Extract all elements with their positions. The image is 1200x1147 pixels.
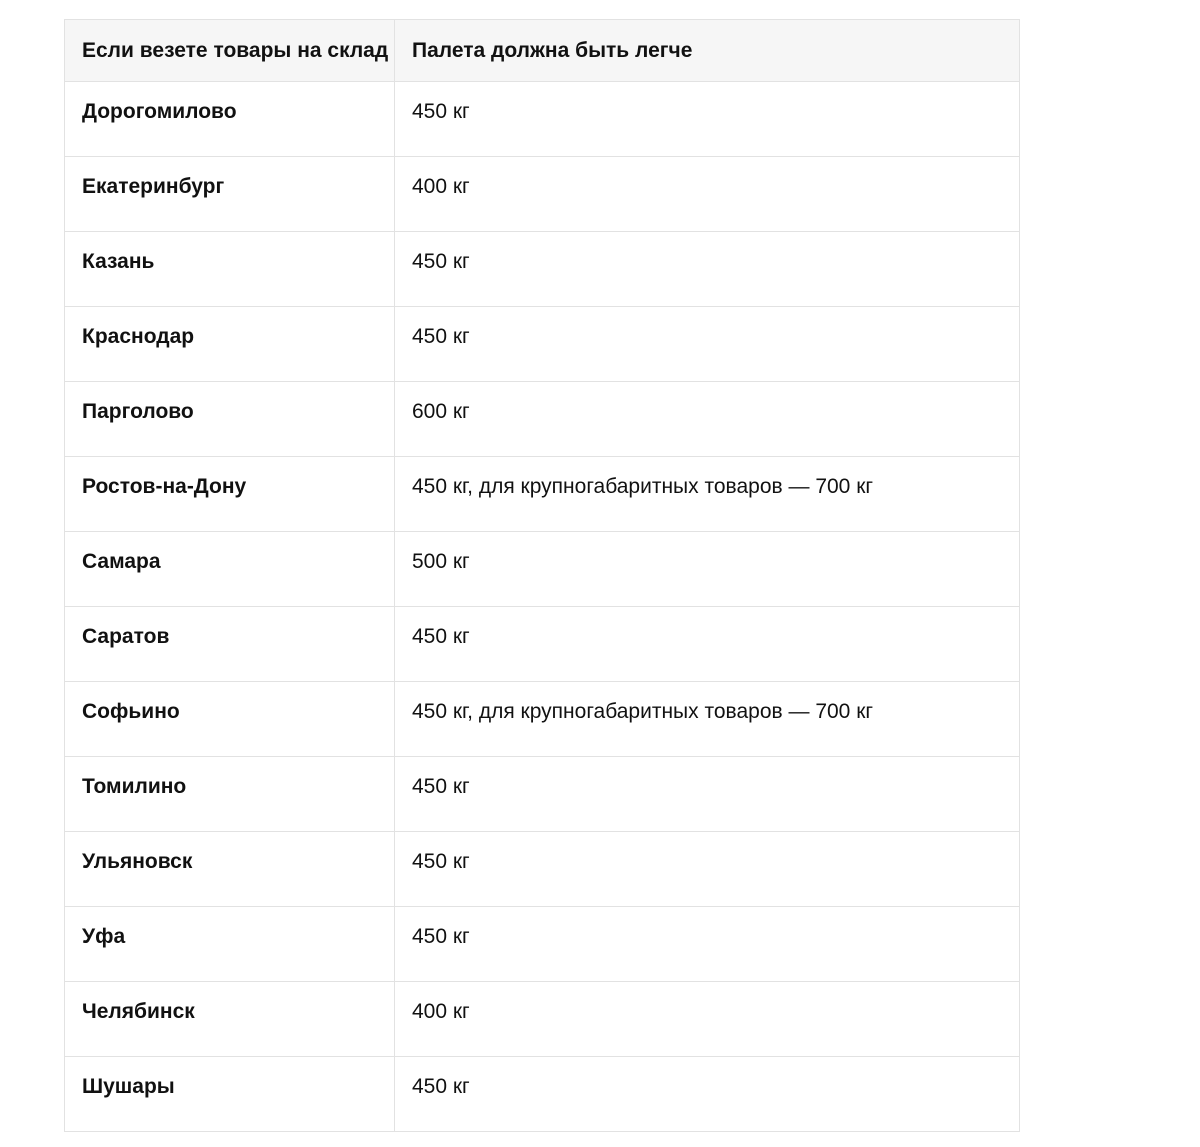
warehouse-name: Краснодар (65, 307, 395, 382)
weight-limit: 450 кг (395, 1057, 1020, 1132)
table-row (65, 982, 1020, 1057)
table-row (65, 682, 1020, 757)
table-row (65, 757, 1020, 832)
table-row (65, 832, 1020, 907)
weight-limit: 450 кг, для крупногабаритных товаров — 700 кг (395, 457, 1020, 532)
warehouse-name: Самара (65, 532, 395, 607)
table-row (65, 1057, 1020, 1132)
weight-limit: 450 кг (395, 82, 1020, 157)
table-row (65, 157, 1020, 232)
pallet-weight-table-container (64, 19, 1019, 1132)
warehouse-name: Уфа (65, 907, 395, 982)
header-warehouse: Если везете товары на склад (65, 20, 395, 82)
weight-limit: 450 кг (395, 607, 1020, 682)
table-row (65, 382, 1020, 457)
warehouse-name: Парголово (65, 382, 395, 457)
weight-limit: 500 кг (395, 532, 1020, 607)
warehouse-name: Шушары (65, 1057, 395, 1132)
table-row (65, 232, 1020, 307)
header-weight-limit: Палета должна быть легче (395, 20, 1020, 82)
table-row (65, 532, 1020, 607)
warehouse-name: Ульяновск (65, 832, 395, 907)
table-header (65, 20, 1020, 82)
warehouse-name: Ростов-на-Дону (65, 457, 395, 532)
weight-limit: 450 кг (395, 307, 1020, 382)
table-row (65, 907, 1020, 982)
pallet-weight-table (64, 19, 1020, 1132)
warehouse-name: Саратов (65, 607, 395, 682)
warehouse-name: Дорогомилово (65, 82, 395, 157)
warehouse-name: Екатеринбург (65, 157, 395, 232)
weight-limit: 600 кг (395, 382, 1020, 457)
weight-limit: 450 кг (395, 832, 1020, 907)
table-row (65, 607, 1020, 682)
warehouse-name: Казань (65, 232, 395, 307)
weight-limit: 450 кг, для крупногабаритных товаров — 700 кг (395, 682, 1020, 757)
weight-limit: 450 кг (395, 757, 1020, 832)
header-row (65, 20, 1020, 82)
table-body (65, 82, 1020, 1132)
weight-limit: 450 кг (395, 232, 1020, 307)
table-row (65, 82, 1020, 157)
warehouse-name: Томилино (65, 757, 395, 832)
table-row (65, 307, 1020, 382)
table-row (65, 457, 1020, 532)
weight-limit: 400 кг (395, 157, 1020, 232)
warehouse-name: Софьино (65, 682, 395, 757)
weight-limit: 400 кг (395, 982, 1020, 1057)
warehouse-name: Челябинск (65, 982, 395, 1057)
weight-limit: 450 кг (395, 907, 1020, 982)
